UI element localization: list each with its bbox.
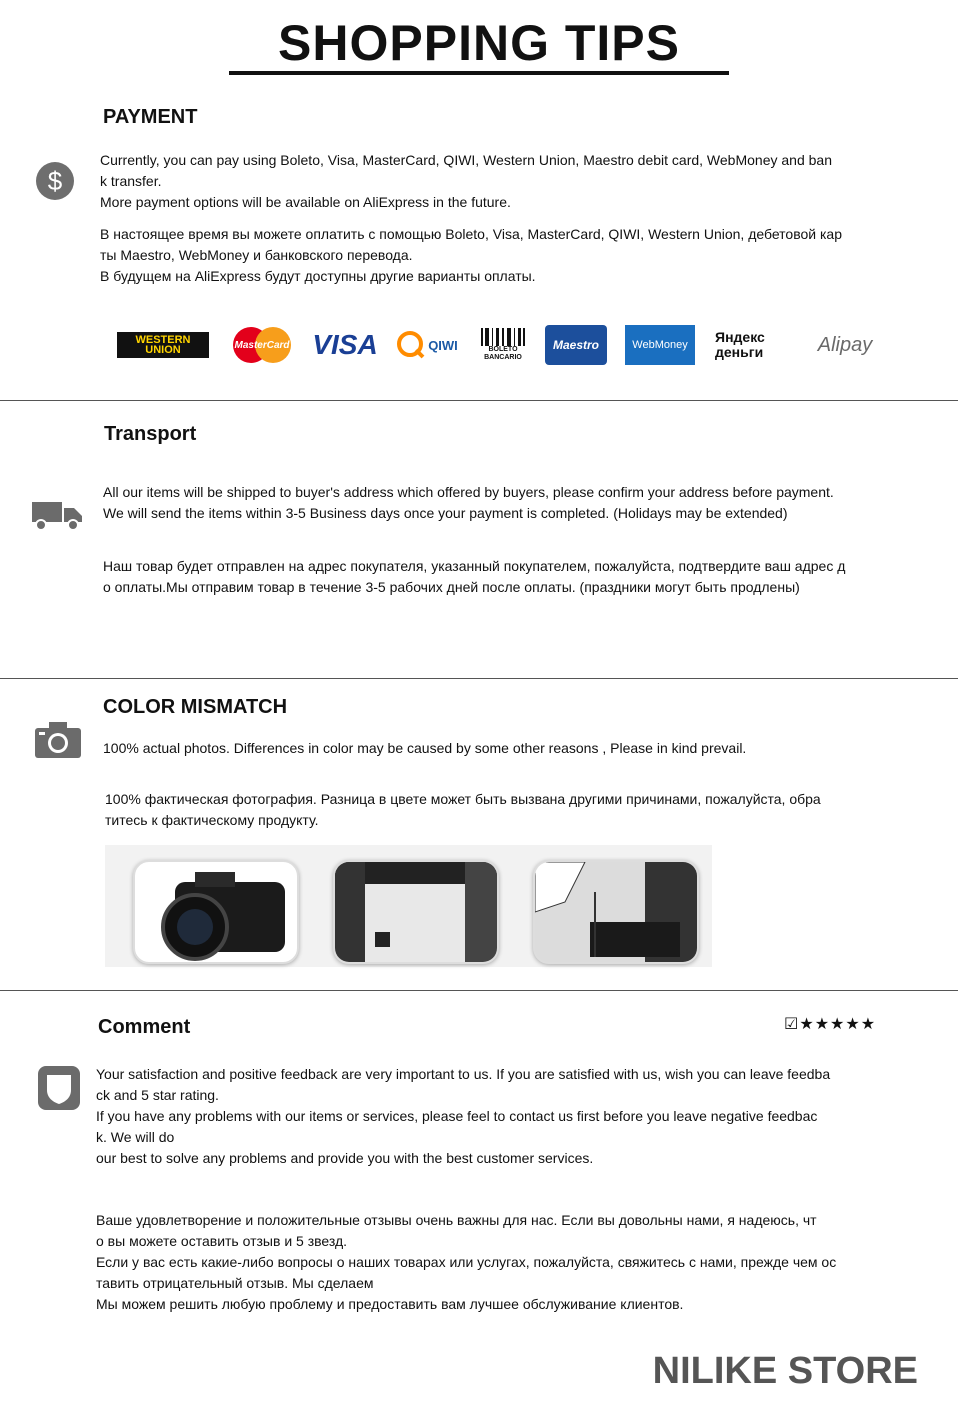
camera-icon (35, 722, 81, 763)
transport-text-ru: Наш товар будет отправлен на адрес покупателя, указанный покупателем, пожалуйста, подтвердите ваш адрес д о оплаты.Мы отправим товар в течение 3-5 рабочих дней после оплаты. (праздники могут быть продлены) (103, 558, 846, 595)
color-heading: COLOR MISMATCH (103, 696, 288, 718)
camera-photo (133, 860, 299, 964)
comment-text-en: Your satisfaction and positive feedback are very important to us. If you are satisfied with us, wish you can leave feedba ck and 5 star rating. If you have any problems with our items or services, please feel to contact us first before you leave negative feedbac k. We will do our best to solve any problems and provide you with the best customer services. (96, 1066, 831, 1166)
title-underline (229, 71, 729, 75)
payment-text-ru: В настоящее время вы можете оплатить с помощью Boleto, Visa, MasterCard, QIWI, Western Union, дебетовой кар ты Maestro, WebMoney и банковского перевода. В будущем на AliExpress будут доступны другие варианты оплаты. (100, 226, 842, 284)
payment-text-en: Currently, you can pay using Boleto, Visa, MasterCard, QIWI, Western Union, Maestro debit card, WebMoney and ban k transfer. More payment options will be available on AliExpress in the future. (100, 152, 832, 210)
payment-heading: PAYMENT (103, 106, 198, 128)
yandex-money-logo: Яндекс деньги (715, 329, 765, 360)
section-divider (0, 990, 958, 991)
dollar-icon: $ (36, 162, 74, 200)
star-rating-icon: ★★★★★ (799, 1016, 877, 1033)
color-text-en: 100% actual photos. Differences in color may be caused by some other reasons , Please in kind prevail. (103, 740, 747, 756)
truck-icon (32, 498, 84, 537)
qiwi-label: QIWI (428, 337, 458, 353)
western-union-label: WESTERN UNION (117, 332, 209, 358)
comment-heading: Comment (98, 1016, 191, 1038)
page-title: SHOPPING TIPS (278, 15, 680, 71)
mastercard-logo (228, 325, 296, 365)
boleto-label: BOLETO BANCARIO (484, 346, 522, 361)
comment-text-ru: Ваше удовлетворение и положительные отзывы очень важны для нас. Если вы довольны нами, я надеюсь, чт о вы можете оставить отзыв и 5 звезд. Если у вас есть какие-либо вопросы о наших товарах или услугах, пожалуйста, свяжитесь с нами, прежде чем ос тавить отрицательный отзыв. Мы сделаем Мы можем решить любую проблему и предоставить вам лучшее обслуживание клиентов. (96, 1212, 837, 1312)
section-divider (0, 678, 958, 679)
western-union-logo (116, 325, 210, 365)
maestro-logo: Maestro (545, 325, 607, 365)
color-text-ru: 100% фактическая фотография. Разница в цвете может быть вызвана другими причинами, пожалуйста, обра титесь к фактическому продукту. (105, 791, 821, 828)
visa-logo: VISA (312, 329, 378, 360)
shield-icon (38, 1066, 80, 1115)
lighting-photo (533, 860, 699, 964)
checkmark-icon: ☑ (784, 1016, 800, 1033)
transport-text-en: All our items will be shipped to buyer's address which offered by buyers, please confirm your address before payment. We will send the items within 3-5 Business days once your payment is completed. (Holidays may be extended) (103, 484, 834, 521)
transport-heading: Transport (104, 423, 197, 445)
studio-photo (333, 860, 499, 964)
webmoney-logo: WebMoney (625, 325, 695, 365)
qiwi-logo (388, 325, 466, 365)
section-divider (0, 400, 958, 401)
alipay-logo: Alipay (817, 333, 873, 356)
rating-stars (784, 1014, 876, 1034)
boleto-logo (478, 325, 528, 365)
store-name: NILIKE STORE (652, 1350, 918, 1392)
mastercard-label: MasterCard (234, 339, 290, 351)
